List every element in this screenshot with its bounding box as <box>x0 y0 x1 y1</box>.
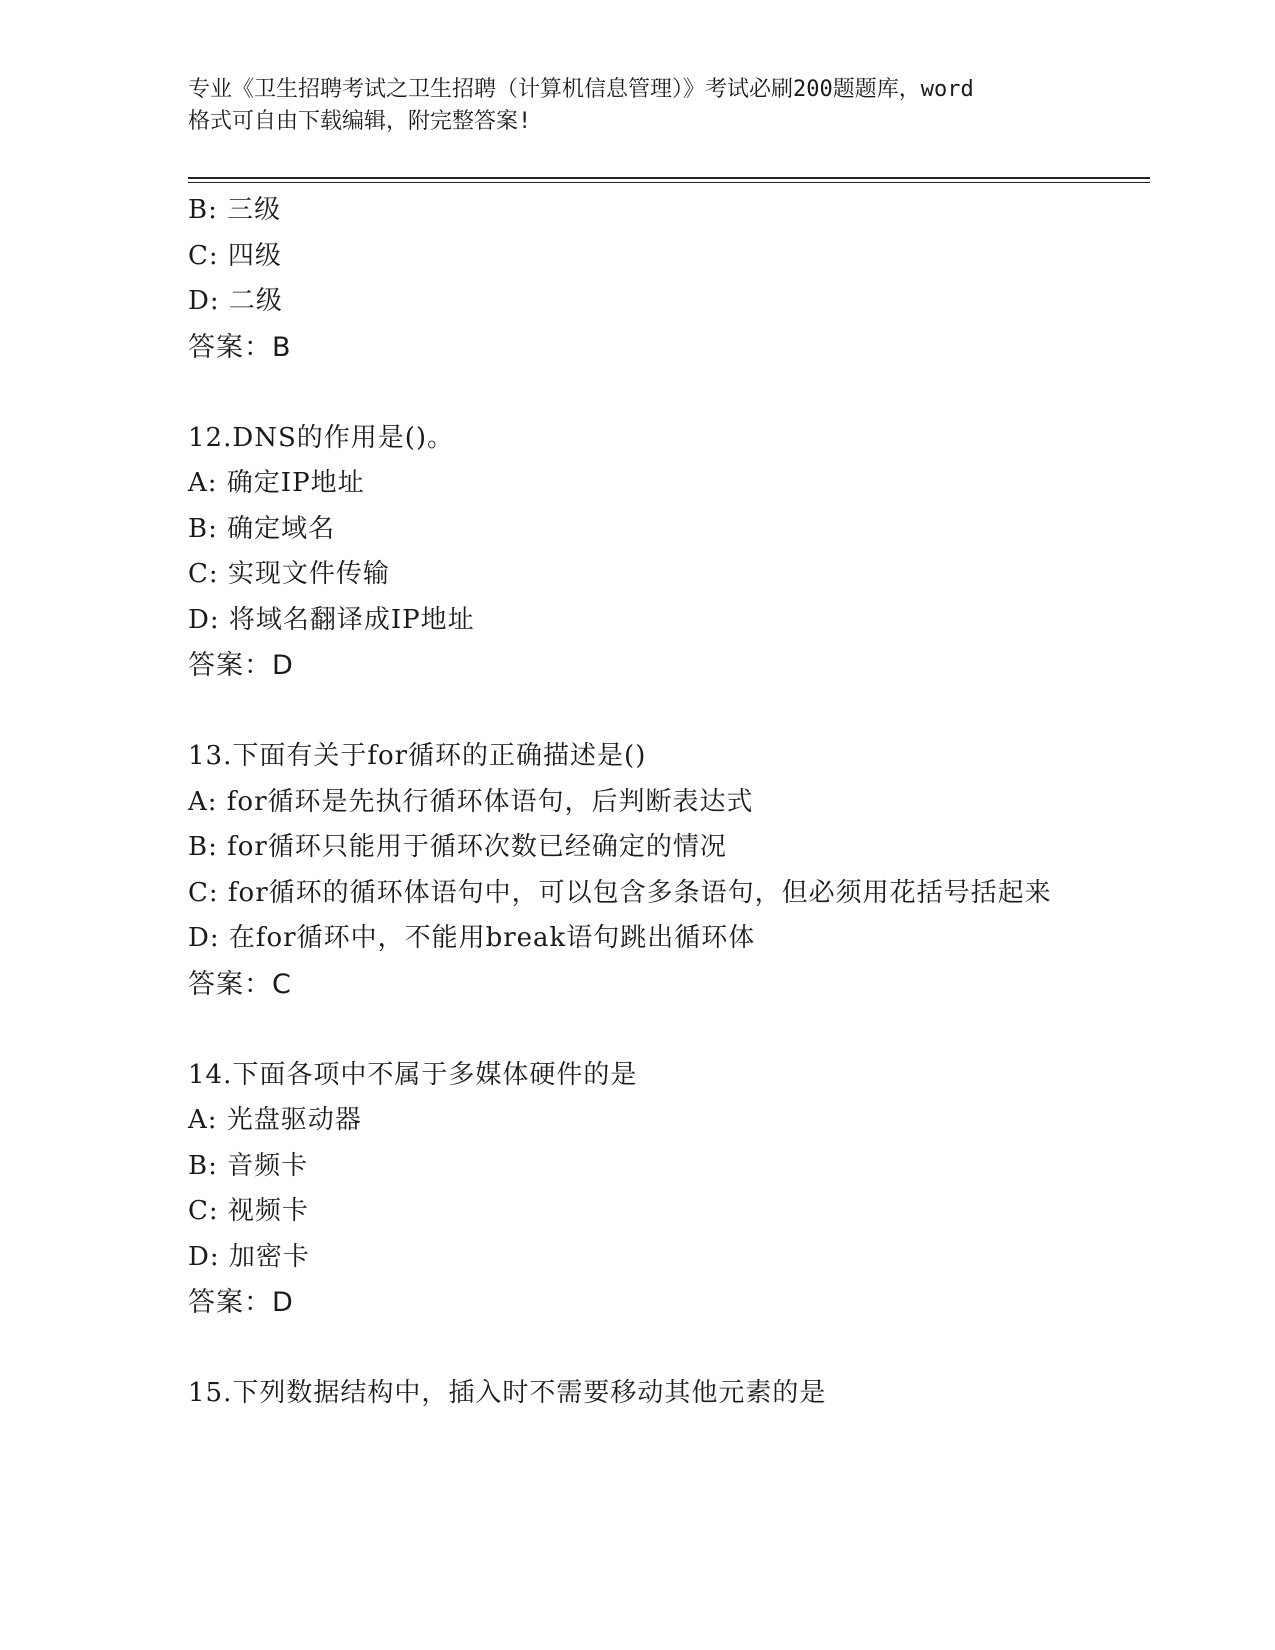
option-a: A: for循环是先执行循环体语句，后判断表达式 <box>188 786 754 817</box>
option-d: D: 二级 <box>188 286 283 316</box>
answer-line: 答案：B <box>188 331 292 363</box>
option-b: B: 确定域名 <box>188 513 336 544</box>
header-divider-thick <box>188 177 1150 179</box>
question-block-13 <box>188 734 1088 1007</box>
question-stem: 12.DNS的作用是()。 <box>188 422 455 453</box>
option-d: D: 加密卡 <box>188 1241 310 1272</box>
document-body <box>188 188 1088 1417</box>
option-c: C: for循环的循环体语句中，可以包含多条语句，但必须用花括号括起来 <box>188 877 1052 908</box>
option-c: C: 视频卡 <box>188 1196 309 1226</box>
question-stem: 15.下列数据结构中，插入时不需要移动其他元素的是 <box>188 1378 827 1408</box>
option-a: A: 确定IP地址 <box>188 468 365 498</box>
option-b: B: 三级 <box>188 195 282 225</box>
question-stem: 13.下面有关于for循环的正确描述是() <box>188 741 647 771</box>
option-c: C: 四级 <box>188 240 282 271</box>
option-a: A: 光盘驱动器 <box>188 1105 362 1135</box>
option-b: B: 音频卡 <box>188 1150 309 1181</box>
spacer <box>188 689 1088 735</box>
question-block-15 <box>188 1371 1088 1417</box>
spacer <box>188 370 1088 416</box>
answer-line: 答案：C <box>188 968 292 1000</box>
spacer <box>188 1007 1088 1053</box>
option-d: D: 在for循环中，不能用break语句跳出循环体 <box>188 923 756 953</box>
option-d: D: 将域名翻译成IP地址 <box>188 604 475 635</box>
header-divider-thin <box>188 182 1150 183</box>
header-title-line-1: 专业《卫生招聘考试之卫生招聘（计算机信息管理）》考试必刷200题题库，word <box>188 77 974 102</box>
question-block-12 <box>188 416 1088 689</box>
header-title-line-2: 格式可自由下载编辑，附完整答案! <box>188 109 532 134</box>
answer-line: 答案：D <box>188 650 294 681</box>
answer-line: 答案：D <box>188 1287 294 1318</box>
question-block-14 <box>188 1053 1088 1326</box>
question-stem: 14.下面各项中不属于多媒体硬件的是 <box>188 1059 638 1090</box>
option-b: B: for循环只能用于循环次数已经确定的情况 <box>188 832 727 862</box>
option-c: C: 实现文件传输 <box>188 559 390 589</box>
page-header <box>188 74 1088 138</box>
spacer <box>188 1326 1088 1372</box>
question-block-carryover <box>188 188 1088 370</box>
